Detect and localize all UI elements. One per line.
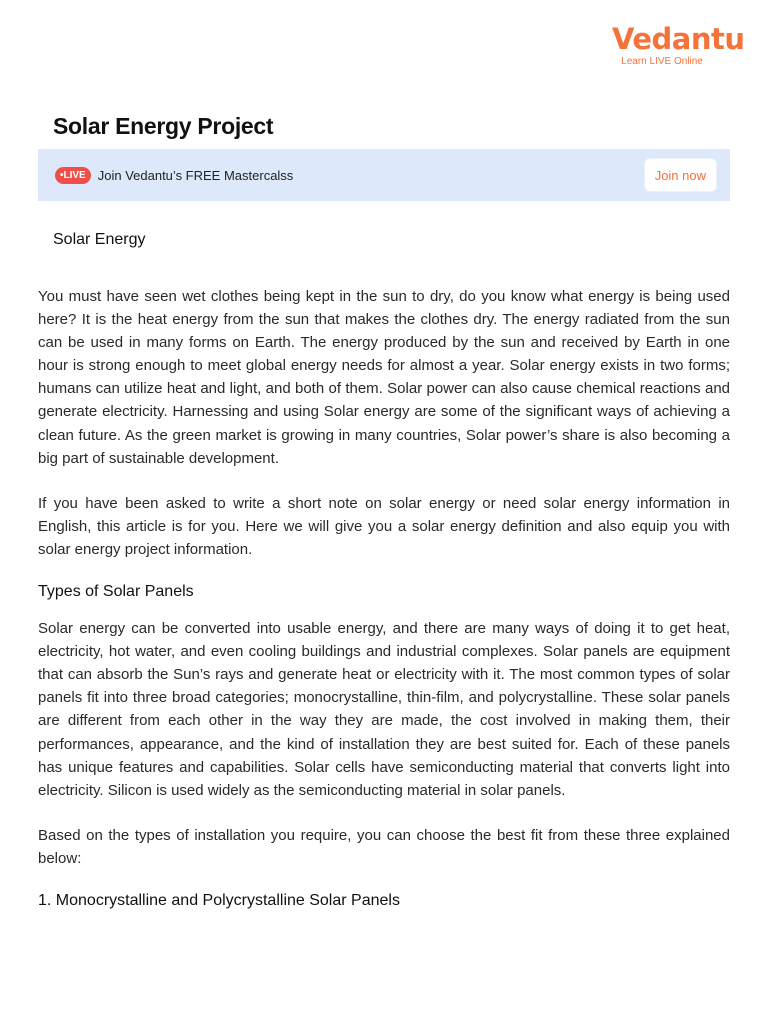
- banner-text: Join Vedantu’s FREE Mastercalss: [97, 167, 294, 183]
- logo-wordmark: Vedantu: [612, 22, 745, 56]
- article-body: [38, 228, 730, 926]
- section-heading-types: Types of Solar Panels: [38, 583, 194, 601]
- page-title: Solar Energy Project: [53, 113, 274, 139]
- paragraph-intro: You must have seen wet clothes being kept in the sun to dry, do you know what energy is being used here? It is the heat energy from the sun that makes the clothes dry. The energy radiated from the sun can be used in many forms on Earth. The energy produced by the sun and received by Earth in one hour is strong enough to meet global energy needs for almost a year. Solar energy exists in two forms; humans can utilize heat and light, and both of them. Solar power can also cause chemical reactions and generate electricity. Harnessing and using Solar energy are some of the significant ways of achieving a clean future. As the green market is growing in many countries, Solar power’s share is also becoming a big part of sustainable development.: [38, 288, 730, 467]
- paragraph-types: Solar energy can be converted into usable energy, and there are many ways of doing it to get heat, electricity, hot water, and even cooling buildings and industrial complexes. Solar panels are equipment that can absorb the Sun’s rays and generate heat or electricity with it. The most common types of solar panels fit into three broad categories; monocrystalline, thin-film, and polycrystalline. These solar panels are different from each other in the way they are made, the cost involved in making them, their performances, appearance, and the kind of installation they are best suited for. Each of these panels has unique features and capabilities. Solar cells have semiconducting material that converts light into electricity. Silicon is used widely as the semiconducting material in solar panels.: [38, 620, 730, 799]
- paragraph-short-note: If you have been asked to write a short note on solar energy or need solar energy information in English, this article is for you. Here we will give you a solar energy definition and also equip you with solar energy project information.: [38, 494, 730, 558]
- paragraph-installation: Based on the types of installation you require, you can choose the best fit from these three explained below:: [38, 826, 730, 867]
- join-now-button[interactable]: Join now: [645, 159, 716, 191]
- logo-tagline: Learn LIVE Online: [621, 56, 703, 67]
- live-badge: •LIVE: [55, 167, 91, 184]
- vedantu-logo[interactable]: [612, 22, 745, 68]
- section-heading-mono-poly: 1. Monocrystalline and Polycrystalline Solar Panels: [38, 891, 400, 909]
- article-heading: Solar Energy: [53, 231, 146, 248]
- masterclass-banner: [38, 149, 730, 201]
